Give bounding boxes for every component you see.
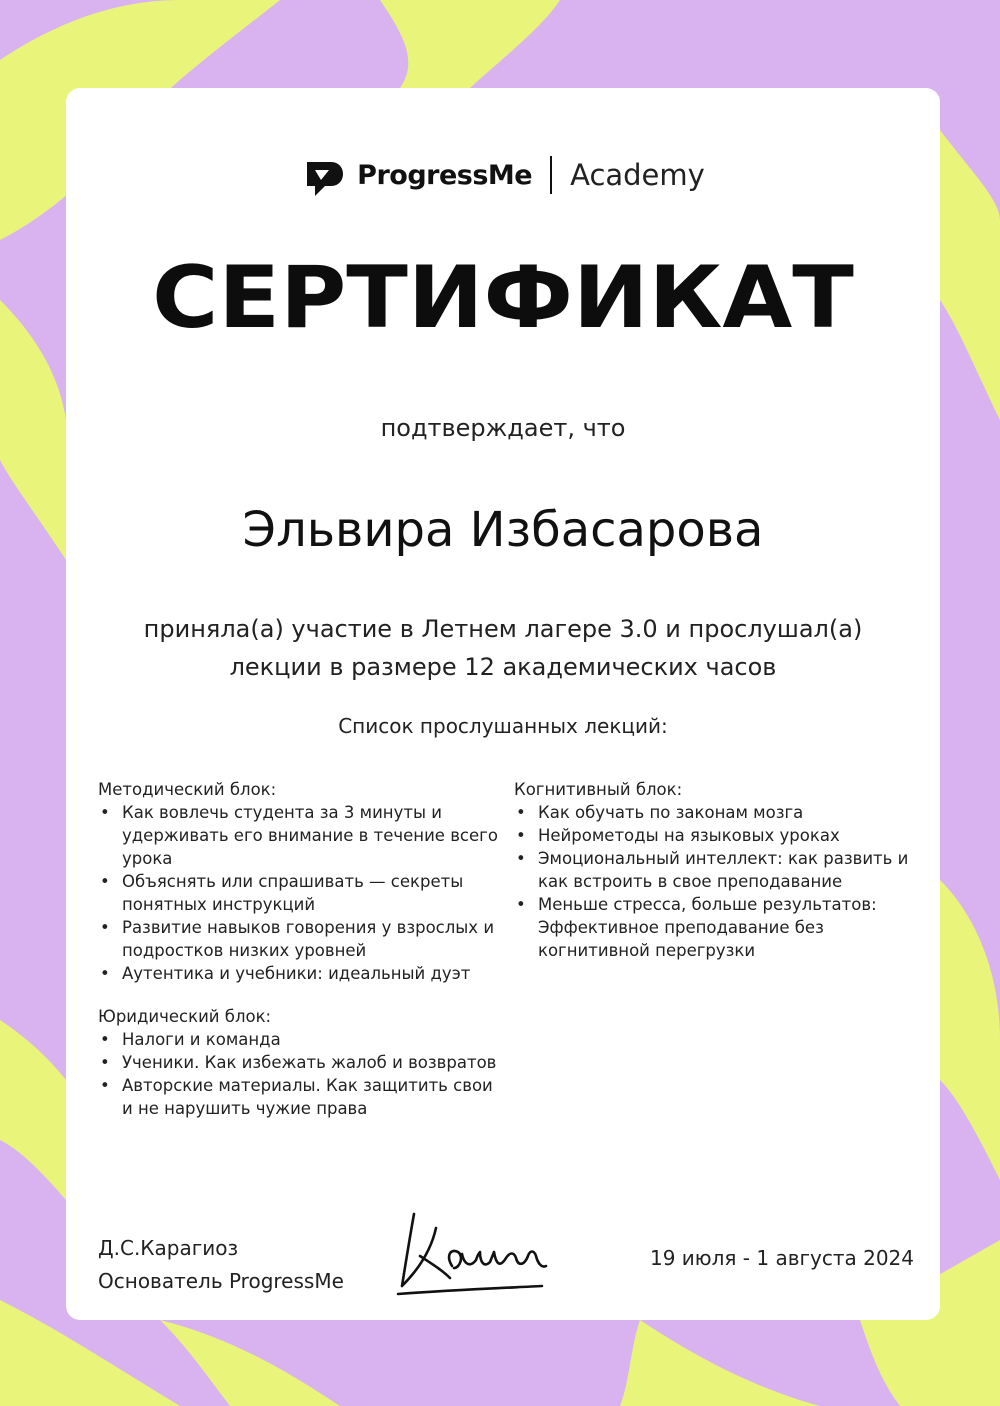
recipient-name: Эльвира Избасарова — [242, 502, 764, 558]
certificate-card — [66, 88, 940, 1320]
list-item: • Ученики. Как избежать жалоб и возвратов — [98, 1051, 498, 1074]
list-item: • Как вовлечь студента за 3 минуты и удерживать его внимание в течение всего урока — [98, 801, 498, 870]
list-item: • Налоги и команда — [98, 1028, 498, 1051]
progressme-logo-icon — [301, 152, 347, 198]
list-item: • Объяснять или спрашивать — секреты понятных инструкций — [98, 870, 498, 916]
confirms-text: подтверждает, что — [380, 414, 626, 442]
list-item: • Как обучать по законам мозга — [514, 801, 914, 824]
lectures-list-title: Список прослушанных лекций: — [338, 714, 668, 738]
signer-role: Основатель ProgressMe — [98, 1269, 344, 1293]
legal-block — [98, 1005, 498, 1120]
certificate-title: СЕРТИФИКАТ — [152, 248, 854, 348]
signature-image — [392, 1206, 552, 1301]
brand-name: ProgressMe — [357, 159, 533, 191]
list-item: • Эмоциональный интеллект: как развить и как встроить в свое преподавание — [514, 847, 914, 893]
cognitive-block — [514, 778, 914, 962]
course-dates: 19 июля - 1 августа 2024 — [649, 1246, 914, 1270]
list-item: • Авторские материалы. Как защитить свои и не нарушить чужие права — [98, 1074, 498, 1120]
signer-name: Д.С.Карагиоз — [98, 1236, 239, 1260]
academy-label: Academy — [570, 158, 705, 192]
list-item: • Нейрометоды на языковых уроках — [514, 824, 914, 847]
block-title: Когнитивный блок: — [514, 780, 683, 799]
block-title: Методический блок: — [98, 780, 277, 799]
list-item: • Меньше стресса, больше результатов: Эффективное преподавание без когнитивной перегрузки — [514, 893, 914, 962]
logo-divider — [550, 156, 552, 194]
list-item: • Аутентика и учебники: идеальный дуэт — [98, 962, 498, 985]
header-logo — [66, 152, 940, 198]
method-block — [98, 778, 498, 985]
participation-text — [106, 610, 900, 686]
list-item: • Развитие навыков говорения у взрослых и подростков низких уровней — [98, 916, 498, 962]
signer-info — [98, 1232, 344, 1298]
block-title: Юридический блок: — [98, 1007, 272, 1026]
participation-line-2: лекции в размере 12 академических часов — [229, 653, 777, 681]
participation-line-1: приняла(а) участие в Летнем лагере 3.0 и прослушал(а) — [143, 615, 863, 643]
